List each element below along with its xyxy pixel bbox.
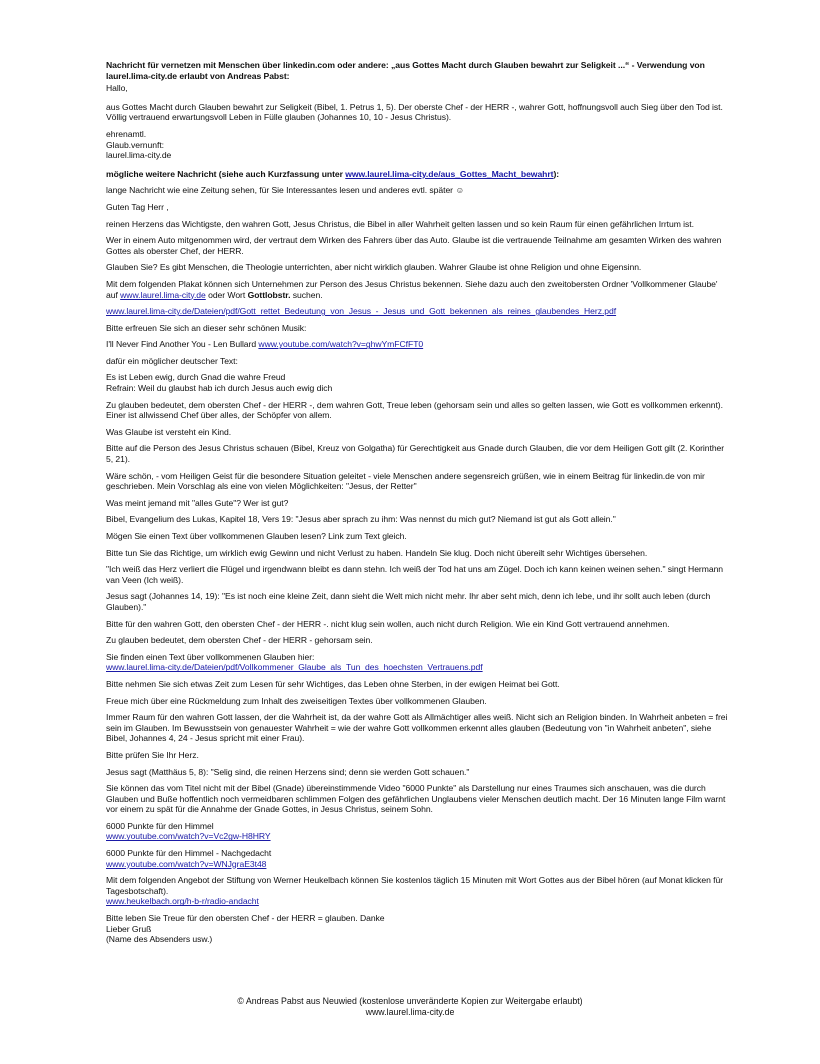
- music-video-link[interactable]: www.youtube.com/watch?v=ghwYmFCfFT0: [258, 339, 424, 350]
- paragraph: Bitte für den wahren Gott, den obersten Chef - der HERR -. nicht klug sein wollen, auch nicht durch Religion. Wie ein Kind Gott vertrauend annehmen.: [106, 618, 670, 629]
- paragraph: lange Nachricht wie eine Zeitung sehen, für Sie Interessantes lesen und anderes evtl. später ☺: [106, 185, 465, 196]
- lyrics-line: Es ist Leben ewig, durch Gnad die wahre Freud: [106, 372, 286, 383]
- paragraph: Freue mich über eine Rückmeldung zum Inhalt des zweiseitigen Textes über vollkommenen Glauben.: [106, 695, 487, 706]
- video-title: 6000 Punkte für den Himmel: [106, 820, 214, 831]
- poster-pdf-link[interactable]: www.laurel.lima-city.de/Dateien/pdf/Gott_rettet_Bedeutung_von_Jesus_-_Jesus_und_Gott_bekennen_als_reines_glaubendes_Herz.pdf: [106, 306, 617, 317]
- signature-line-3: laurel.lima-city.de: [106, 150, 172, 161]
- video-title: 6000 Punkte für den Himmel - Nachgedacht: [106, 848, 272, 859]
- paragraph: Immer Raum für den wahren Gott lassen, der die Wahrheit ist, da der wahre Gott als Allmächtiger alles weiß. Nicht sich an Religion binden. In Wahrheit anbeten = frei sein im Glauben. Im Bewusstsein von genauester Wahrheit = wie der wahre Gott vollkommen erkennt alles glauben (Bedeutung von "in Wahrheit anbeten", siehe Bibel, Johannes 4, 24 - Jesus spricht mit einer Frau).: [106, 712, 728, 744]
- footer-url: www.laurel.lima-city.de: [365, 1007, 455, 1017]
- paragraph: reinen Herzens das Wichtigste, den wahren Gott, Jesus Christus, die Bibel in aller Wahrheit gelten lassen und so kein Raum für einen gefährlichen Irrtum ist.: [106, 218, 694, 229]
- paragraph: Guten Tag Herr ,: [106, 201, 169, 212]
- paragraph: Glauben Sie? Es gibt Menschen, die Theologie unterrichten, aber nicht wirklich glauben. Wahrer Glaube ist ohne Religion und ohne Eigensinn.: [106, 262, 642, 273]
- signature-line-2: Glaub.vernunft:: [106, 139, 165, 150]
- intro-paragraph: aus Gottes Macht durch Glauben bewahrt zur Seligkeit (Bibel, 1. Petrus 1, 5). Der oberste Chef - der HERR -, wahrer Gott, hoffnungsvoll auch Sieg über den Tod ist. Völlig vertrauend erwartungsvoll Leben in Fülle glauben (Johannes 10, 10 - Jesus Christus).: [106, 101, 723, 123]
- paragraph: Jesus sagt (Matthäus 5, 8): "Selig sind, die reinen Herzens sind; denn sie werden Gott schauen.": [106, 766, 470, 777]
- paragraph: I'll Never Find Another You - Len Bullard www.youtube.com/watch?v=ghwYmFCfFT0: [106, 339, 424, 350]
- paragraph: Mit dem folgenden Angebot der Stiftung von Werner Heukelbach können Sie kostenlos täglich 15 Minuten mit Wort Gottes aus der Bibel hören (auf Monat klicken für Tagesbotschaft).: [106, 875, 724, 896]
- paragraph: Was Glaube ist versteht ein Kind.: [106, 426, 232, 437]
- video-link[interactable]: www.youtube.com/watch?v=WNJgraE3t48: [106, 858, 267, 869]
- paragraph: Wäre schön, - vom Heiligen Geist für die besondere Situation geleitet - viele Menschen andere segensreich grüßen, wie in einem Beitrag für linkedin.de von mir geschrieben. Mein Vorschlag als eine von vielen Möglichkeiten: "Jesus, der Retter": [106, 470, 705, 492]
- paragraph: Sie finden einen Text über vollkommenen Glauben hier:: [106, 651, 315, 662]
- paragraph: Bitte nehmen Sie sich etwas Zeit zum Lesen für sehr Wichtiges, das Leben ohne Sterben, in der ewigen Heimat bei Gott.: [106, 678, 560, 689]
- paragraph: Bitte tun Sie das Richtige, um wirklich ewig Gewinn und nicht Verlust zu haben. Handeln Sie klug. Doch nicht übereilt sehr Wichtiges übersehen.: [106, 547, 648, 558]
- signature-line-1: ehrenamtl.: [106, 128, 147, 139]
- sender-placeholder: (Name des Absenders usw.): [106, 934, 213, 945]
- paragraph: Wer in einem Auto mitgenommen wird, der vertraut dem Wirken des Fahrers über das Auto. Glaube ist die vertrauende Teilnahme am gesamten Wirken des wahren Gottes als oberster Chef, der HERR.: [106, 235, 722, 256]
- paragraph: Bitte erfreuen Sie sich an dieser sehr schönen Musik:: [106, 322, 307, 333]
- lyrics-refrain: Refrain: Weil du glaubst hab ich durch Jesus auch ewig dich: [106, 383, 333, 394]
- further-message-heading: mögliche weitere Nachricht (siehe auch Kurzfassung unter www.laurel.lima-city.de/aus_Gottes_Macht_bewahrt):: [106, 168, 560, 179]
- faith-text-pdf-link[interactable]: www.laurel.lima-city.de/Dateien/pdf/Vollkommener_Glaube_als_Tun_des_hoechsten_Vertrauens.pdf: [106, 662, 483, 673]
- paragraph: Zu glauben bedeutet, dem obersten Chef - der HERR -, dem wahren Gott, Treue leben (gehorsam sein und alles so gelten lassen, wie Gott es vollkommen erkennt). Einer ist allwissend Chef über alles, der Schöpfer von allem.: [106, 399, 723, 421]
- heading: Nachricht für vernetzen mit Menschen über linkedin.com oder andere: „aus Gottes Macht durch Glauben bewahrt zur Seligkeit ...“ - Verwendung von laurel.lima-city.de erlaubt von Andreas Pabst:: [106, 60, 705, 81]
- copyright-line: © Andreas Pabst aus Neuwied (kostenlose unveränderte Kopien zur Weitergabe erlaubt): [237, 996, 583, 1006]
- greeting: Hallo,: [106, 83, 128, 94]
- paragraph: Bitte prüfen Sie Ihr Herz.: [106, 749, 199, 760]
- radio-link[interactable]: www.heukelbach.org/h-b-r/radio-andacht: [106, 896, 259, 907]
- footer: [0, 996, 820, 1018]
- paragraph: Bitte auf die Person des Jesus Christus schauen (Bibel, Kreuz von Golgatha) für Gerechtigkeit aus Gnade durch Glauben, die vor dem Heiligen Gott gilt (2. Korinther 5, 21).: [106, 443, 725, 465]
- paragraph: Bitte leben Sie Treue für den obersten Chef - der HERR = glauben. Danke: [106, 913, 385, 924]
- paragraph: Sie können das vom Titel nicht mit der Bibel (Gnade) übereinstimmende Video "6000 Punkte" als Darstellung nur eines Traumes sich anschauen, was die durch Glauben und Buße hoffentlich noch vermeidbaren schlimmen Folgen des gefährlichen Unglaubens vieler Menschen deutlich macht. Der 16 Minuten lange Film warnt vor einem zu spät für die Annahme der Gnade Gottes, in Jesus Christus, seinem Sohn.: [106, 783, 726, 815]
- paragraph: Was meint jemand mit "alles Gute"? Wer ist gut?: [106, 497, 289, 508]
- paragraph: Mit dem folgenden Plakat können sich Unternehmen zur Person des Jesus Christus bekennen. Siehe dazu auch den zweitobersten Ordner 'Vollkommener Glaube' auf www.laurel.lima-city.de oder Wort Gottlobstr. suchen.: [106, 278, 718, 300]
- paragraph: Zu glauben bedeutet, dem obersten Chef - der HERR - gehorsam sein.: [106, 635, 373, 646]
- document-body: [106, 60, 728, 945]
- video-link[interactable]: www.youtube.com/watch?v=Vc2gw-H8HRY: [106, 831, 271, 842]
- paragraph: Jesus sagt (Johannes 14, 19): "Es ist noch eine kleine Zeit, dann sieht die Welt mich nicht mehr. Ihr aber seht mich, denn ich lebe, und ihr sollt auch leben (durch Glauben).": [106, 591, 711, 612]
- short-version-link[interactable]: www.laurel.lima-city.de/aus_Gottes_Macht_bewahrt: [345, 168, 554, 179]
- site-link[interactable]: www.laurel.lima-city.de: [120, 289, 206, 300]
- paragraph: "Ich weiß das Herz verliert die Flügel und irgendwann bleibt es dann stehn. Ich weiß der Tod hat uns am Zügel. Doch ich kann keinen weinen sehen." singt Hermann van Veen (Ich weiß).: [106, 564, 724, 585]
- paragraph: dafür ein möglicher deutscher Text:: [106, 355, 238, 366]
- closing: Lieber Gruß: [106, 923, 152, 934]
- paragraph: Bibel, Evangelium des Lukas, Kapitel 18, Vers 19: "Jesus aber sprach zu ihm: Was nennst du mich gut? Niemand ist gut als Gott allein.": [106, 514, 616, 525]
- paragraph: Mögen Sie einen Text über vollkommenen Glauben lesen? Link zum Text gleich.: [106, 531, 407, 541]
